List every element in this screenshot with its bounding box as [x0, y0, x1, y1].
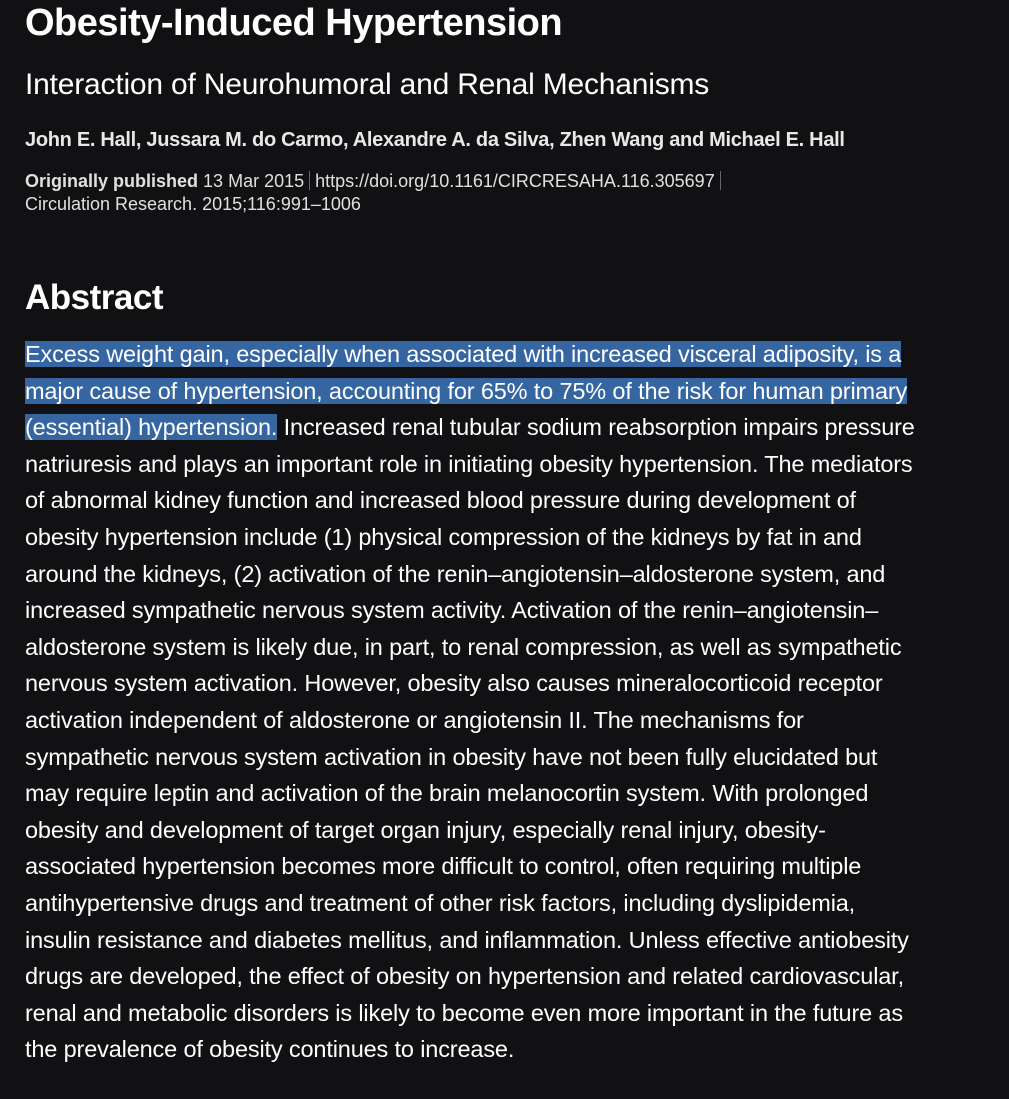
abstract-line: of abnormal kidney function and increased blood pressure during development of	[25, 487, 856, 514]
abstract-line: obesity and development of target organ injury, especially renal injury, obesity-	[25, 816, 826, 843]
meta-divider	[720, 171, 721, 190]
selected-text: Excess weight gain, especially when associated with increased visceral adiposity, is a	[25, 341, 902, 367]
abstract-line: associated hypertension becomes more difficult to control, often requiring multiple	[25, 853, 862, 880]
published-label: Originally published	[25, 171, 199, 191]
article-subtitle: Interaction of Neurohumoral and Renal Mechanisms	[25, 68, 710, 101]
abstract-line: nervous system activation. However, obesity also causes mineralocorticoid receptor	[25, 670, 883, 697]
abstract-line	[25, 409, 1009, 446]
abstract-line	[25, 336, 1009, 373]
meta-divider	[309, 171, 310, 190]
published-date: 13 Mar 2015	[203, 171, 305, 191]
abstract-line: activation independent of aldosterone or angiotensin II. The mechanisms for	[25, 706, 804, 733]
selected-text: major cause of hypertension, accounting for 65% to 75% of the risk for human primary	[25, 377, 908, 404]
abstract-line: may require leptin and activation of the brain melanocortin system. With prolonged	[25, 780, 869, 807]
publication-meta	[25, 170, 726, 216]
abstract-line: around the kidneys, (2) activation of the renin–angiotensin–aldosterone system, and	[25, 560, 886, 587]
abstract-line: insulin resistance and diabetes mellitus, and inflammation. Unless effective antiobesity	[25, 926, 909, 953]
abstract-line: the prevalence of obesity continues to increase.	[25, 1036, 515, 1063]
author-list[interactable]: John E. Hall, Jussara M. do Carmo, Alexandre A. da Silva, Zhen Wang and Michael E. Hall	[25, 129, 845, 151]
abstract-line	[25, 373, 1009, 410]
abstract-line: drugs are developed, the effect of obesity on hypertension and related cardiovascular,	[25, 963, 904, 990]
abstract-text	[25, 336, 1009, 1068]
doi-link[interactable]: https://doi.org/10.1161/CIRCRESAHA.116.305697	[315, 171, 715, 191]
article-title: Obesity-Induced Hypertension	[25, 2, 563, 44]
abstract-line: sympathetic nervous system activation in obesity have not been fully elucidated but	[25, 743, 878, 770]
abstract-line: renal and metabolic disorders is likely to become even more important in the future as	[25, 999, 903, 1026]
citation: Circulation Research. 2015;116:991–1006	[25, 194, 361, 214]
selected-text: (essential) hypertension.	[25, 414, 278, 441]
abstract-line: aldosterone system is likely due, in part, to renal compression, as well as sympathetic	[25, 633, 902, 660]
abstract-line: increased sympathetic nervous system activity. Activation of the renin–angiotensin–	[25, 597, 879, 624]
publication-meta-line-1	[25, 170, 726, 193]
abstract-line: antihypertensive drugs and treatment of other risk factors, including dyslipidemia,	[25, 889, 856, 916]
abstract-heading: Abstract	[25, 278, 163, 317]
abstract-text-segment: Increased renal tubular sodium reabsorption impairs pressure	[277, 414, 915, 441]
abstract-line: natriuresis and plays an important role in initiating obesity hypertension. The mediators	[25, 450, 913, 477]
abstract-line: obesity hypertension include (1) physical compression of the kidneys by fat in and	[25, 523, 862, 550]
